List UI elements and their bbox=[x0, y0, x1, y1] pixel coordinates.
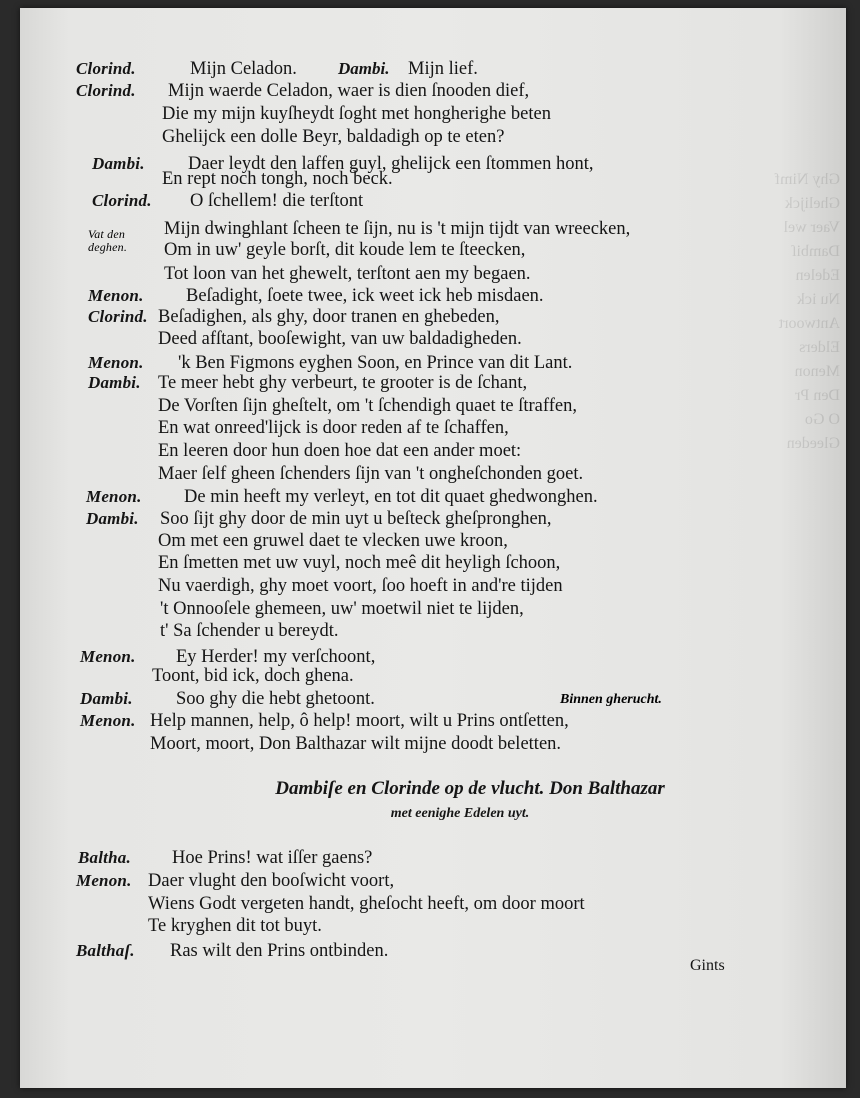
speaker-label: Menon. bbox=[88, 353, 144, 372]
line-text: Ghelijck een dolle Beyr, baldadigh op te eten? bbox=[162, 127, 505, 147]
dialogue-line bbox=[0, 417, 860, 439]
speaker-label: Dambi. bbox=[80, 689, 133, 708]
dialogue-line bbox=[0, 239, 860, 261]
line-text: En wat onreed'lijck is door reden af te ſchaffen, bbox=[158, 418, 509, 438]
speaker-label: Clorind. bbox=[76, 59, 136, 78]
speaker-label: Clorind. bbox=[92, 191, 152, 210]
line-text: De Vorſten ſijn gheſtelt, om 't ſchendigh quaet te ſtraffen, bbox=[158, 396, 577, 416]
line-text: Daer vlught den booſwicht voort, bbox=[148, 871, 395, 891]
line-text: Wiens Godt vergeten handt, gheſocht heeft, om door moort bbox=[148, 894, 585, 914]
line-text: Mijn waerde Celadon, waer is dien ſnooden dief, bbox=[168, 81, 530, 101]
line-text: Help mannen, help, ô help! moort, wilt u Prins ontſetten, bbox=[150, 711, 569, 731]
line-text: 't Onnooſele ghemeen, uw' moetwil niet te lijden, bbox=[160, 599, 524, 619]
line-text: En leeren door hun doen hoe dat een ander moet: bbox=[158, 441, 522, 461]
dialogue-line bbox=[0, 847, 860, 869]
line-text: Ey Herder! my verſchoont, bbox=[176, 647, 376, 667]
line-text: Hoe Prins! wat iſſer gaens? bbox=[172, 848, 373, 868]
dialogue-line bbox=[0, 440, 860, 462]
line-text: Mijn lief. bbox=[408, 59, 478, 79]
line-text: En rept noch tongh, noch beck. bbox=[162, 169, 393, 189]
stage-direction-line2: met eenighe Edelen uyt. bbox=[390, 806, 530, 821]
speaker-label: Menon. bbox=[80, 647, 136, 666]
dialogue-line bbox=[0, 508, 860, 530]
line-text: Soo ſijt ghy door de min uyt u beſteck gheſpronghen, bbox=[160, 509, 552, 529]
line-text: Maer ſelf gheen ſchenders ſijn van 't ongheſchonden goet. bbox=[158, 464, 584, 484]
line-text: Beſadight, ſoete twee, ick weet ick heb misdaen. bbox=[186, 286, 544, 306]
speaker-label: Menon. bbox=[88, 286, 144, 305]
dialogue-line bbox=[0, 552, 860, 574]
bleed-line: Ghy Nimf bbox=[774, 171, 840, 188]
line-text: 'k Ben Figmons eyghen Soon, en Prince van dit Lant. bbox=[178, 353, 573, 373]
line-text: Toont, bid ick, doch ghena. bbox=[152, 666, 354, 686]
dialogue-line bbox=[0, 126, 860, 148]
bleed-line: Gleeden bbox=[786, 435, 840, 452]
line-text: O ſchellem! die terſtont bbox=[190, 191, 364, 211]
dialogue-line bbox=[0, 395, 860, 417]
bleed-line: Ghelijck bbox=[784, 195, 840, 212]
speaker-label: Clorind. bbox=[88, 307, 148, 326]
dialogue-line bbox=[0, 285, 860, 307]
bleed-line: Nu ick bbox=[796, 291, 840, 308]
dialogue-line bbox=[0, 665, 860, 687]
bleed-line: Menon bbox=[794, 363, 840, 380]
line-text: Om in uw' geyle borſt, dit koude lem te ſteecken, bbox=[164, 240, 526, 260]
line-text: Tot loon van het ghewelt, terſtont aen my begaen. bbox=[164, 264, 531, 284]
dialogue-line bbox=[0, 915, 860, 937]
catchword: Gints bbox=[690, 957, 725, 974]
dialogue-line bbox=[0, 575, 860, 597]
dialogue-line bbox=[0, 620, 860, 642]
speaker-label: Baltha. bbox=[78, 848, 131, 867]
line-text: Die my mijn kuyſheydt ſoght met hongherighe beten bbox=[162, 104, 551, 124]
speaker-label: Menon. bbox=[86, 487, 142, 506]
dialogue-line bbox=[0, 306, 860, 328]
speaker-label: Clorind. bbox=[76, 81, 136, 100]
line-text: Daer leydt den laffen guyl, ghelijck een ſtommen hont, bbox=[188, 154, 594, 174]
dialogue-line bbox=[0, 328, 860, 350]
dialogue-line bbox=[0, 168, 860, 190]
line-text: Moort, moort, Don Balthazar wilt mijne doodt beletten. bbox=[150, 734, 562, 754]
side-stage-note: Binnen gherucht. bbox=[560, 692, 662, 707]
dialogue-line bbox=[0, 218, 860, 240]
dialogue-line bbox=[0, 530, 860, 552]
dialogue-line bbox=[0, 688, 860, 710]
dialogue-line bbox=[0, 893, 860, 915]
line-text: Beſadighen, als ghy, door tranen en ghebeden, bbox=[158, 307, 500, 327]
line-text: Mijn dwinghlant ſcheen te ſijn, nu is 't mijn tijdt van wreecken, bbox=[164, 219, 631, 239]
line-text: De min heeft my verleyt, en tot dit quaet ghedwonghen. bbox=[184, 487, 598, 507]
speaker-label: Dambi. bbox=[92, 154, 145, 173]
dialogue-line bbox=[0, 352, 860, 374]
dialogue-line bbox=[0, 372, 860, 394]
bleed-line: Edelen bbox=[795, 267, 840, 284]
line-text: Nu vaerdigh, ghy moet voort, ſoo hoeft in and're tijden bbox=[158, 576, 563, 596]
dialogue-line bbox=[0, 80, 860, 102]
speaker-label: Dambi. bbox=[88, 373, 141, 392]
margin-note-line: deghen. bbox=[88, 240, 128, 254]
dialogue-line bbox=[0, 463, 860, 485]
line-text: Deed afſtant, booſewight, van uw baldadigheden. bbox=[158, 329, 522, 349]
speaker-label: Balthaſ. bbox=[76, 941, 135, 960]
dialogue-line bbox=[0, 940, 860, 962]
bleed-line: Elders bbox=[799, 339, 840, 356]
line-text: Om met een gruwel daet te vlecken uwe kroon, bbox=[158, 531, 508, 551]
bleed-line: Vaer wel bbox=[783, 219, 840, 236]
line-text: En ſmetten met uw vuyl, noch meê dit heyligh ſchoon, bbox=[158, 553, 561, 573]
dialogue-line bbox=[0, 103, 860, 125]
dialogue-line bbox=[0, 263, 860, 285]
dialogue-line bbox=[0, 710, 860, 732]
line-text: Soo ghy die hebt ghetoont. bbox=[176, 689, 375, 709]
dialogue-line bbox=[0, 486, 860, 508]
speaker-label: Dambi. bbox=[86, 509, 139, 528]
dialogue-line bbox=[0, 733, 860, 755]
dialogue-line bbox=[0, 190, 860, 212]
line-text: Te meer hebt ghy verbeurt, te grooter is de ſchant, bbox=[158, 373, 528, 393]
margin-note bbox=[88, 228, 127, 254]
bleed-line: O Go bbox=[804, 411, 840, 428]
speaker-label: Menon. bbox=[76, 871, 132, 890]
inline-speaker: Dambi. bbox=[338, 59, 390, 78]
speaker-label: Menon. bbox=[80, 711, 136, 730]
bleed-line: Antwoort bbox=[778, 315, 840, 332]
dialogue-line bbox=[0, 598, 860, 620]
bleed-line: Dambiſ bbox=[792, 243, 840, 260]
line-text: Te kryghen dit tot buyt. bbox=[148, 916, 322, 936]
dialogue-line bbox=[0, 58, 860, 80]
line-text: Ras wilt den Prins ontbinden. bbox=[170, 941, 389, 961]
line-text: Mijn Celadon. bbox=[190, 59, 297, 79]
margin-note-line: Vat den bbox=[88, 227, 126, 241]
line-text: t' Sa ſchender u bereydt. bbox=[160, 621, 339, 641]
bleed-line: Den Pr bbox=[795, 387, 840, 404]
stage-direction-line1: Dambiſe en Clorinde op de vlucht. Don Balthazar bbox=[275, 778, 665, 799]
dialogue-line bbox=[0, 870, 860, 892]
